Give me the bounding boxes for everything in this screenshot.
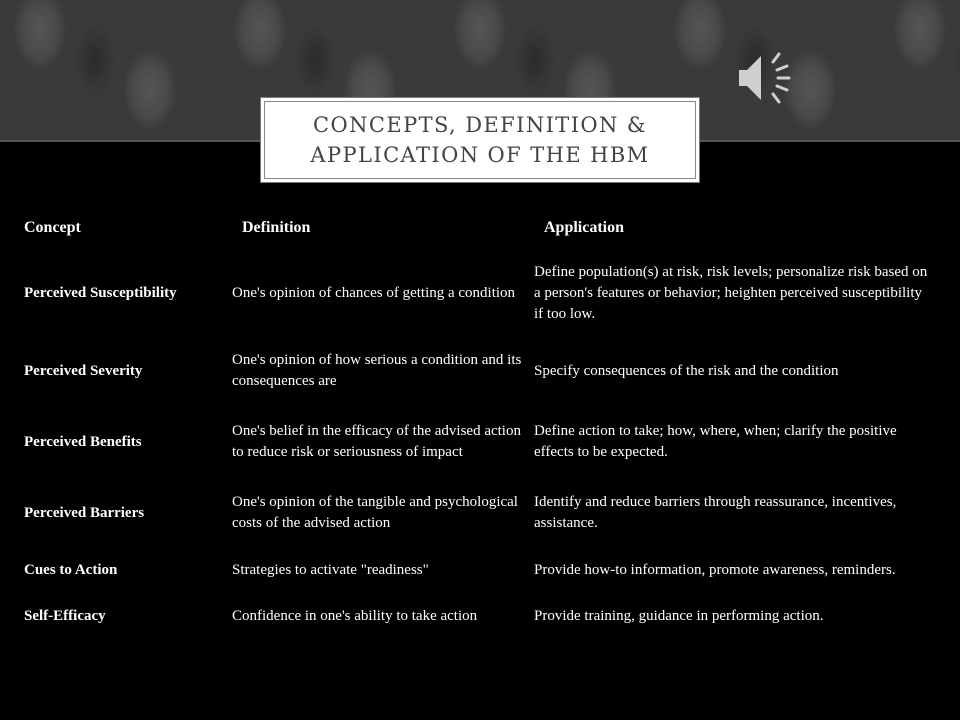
- application-cell: Define population(s) at risk, risk levels; personalize risk based on a person's features or behavior; heighten perceived susceptibility if too low.: [534, 263, 928, 322]
- page-title: [310, 110, 649, 170]
- table-row: [22, 596, 936, 636]
- application-cell: Provide how-to information, promote awareness, reminders.: [534, 561, 896, 578]
- table-row: [22, 246, 936, 340]
- title-line-2: APPLICATION OF THE HBM: [310, 143, 650, 167]
- header-application: Application: [544, 219, 625, 236]
- definition-cell: Confidence in one's ability to take action: [232, 607, 478, 624]
- definition-cell: Strategies to activate "readiness": [232, 561, 429, 578]
- concept-cell: Cues to Action: [24, 561, 118, 578]
- title-line-1: CONCEPTS, DEFINITION &: [313, 113, 647, 137]
- table-row: [22, 402, 936, 482]
- hbm-table: [22, 210, 936, 636]
- table-row: [22, 340, 936, 402]
- definition-cell: One's opinion of the tangible and psychological costs of the advised action: [232, 494, 518, 531]
- definition-cell: One's belief in the efficacy of the advised action to reduce risk or seriousness of impact: [232, 423, 521, 460]
- header-concept: Concept: [24, 219, 81, 236]
- application-cell: Specify consequences of the risk and the condition: [534, 362, 839, 379]
- speaker-icon[interactable]: [735, 46, 799, 110]
- title-inner-frame: [264, 101, 696, 179]
- concept-cell: Perceived Susceptibility: [24, 284, 177, 301]
- concept-cell: Perceived Barriers: [24, 504, 145, 521]
- concept-cell: Perceived Severity: [24, 362, 143, 379]
- application-cell: Define action to take; how, where, when; clarify the positive effects to be expected.: [534, 423, 897, 460]
- table-row: [22, 544, 936, 596]
- title-box: [260, 97, 700, 183]
- table-row: [22, 482, 936, 544]
- application-cell: Identify and reduce barriers through reassurance, incentives, assistance.: [534, 494, 897, 531]
- application-cell: Provide training, guidance in performing action.: [534, 607, 824, 624]
- concept-cell: Self-Efficacy: [24, 607, 106, 624]
- definition-cell: One's opinion of chances of getting a condition: [232, 284, 516, 301]
- table-header-row: [22, 210, 936, 246]
- definition-cell: One's opinion of how serious a condition and its consequences are: [232, 352, 522, 389]
- concept-cell: Perceived Benefits: [24, 433, 142, 450]
- header-definition: Definition: [242, 219, 311, 236]
